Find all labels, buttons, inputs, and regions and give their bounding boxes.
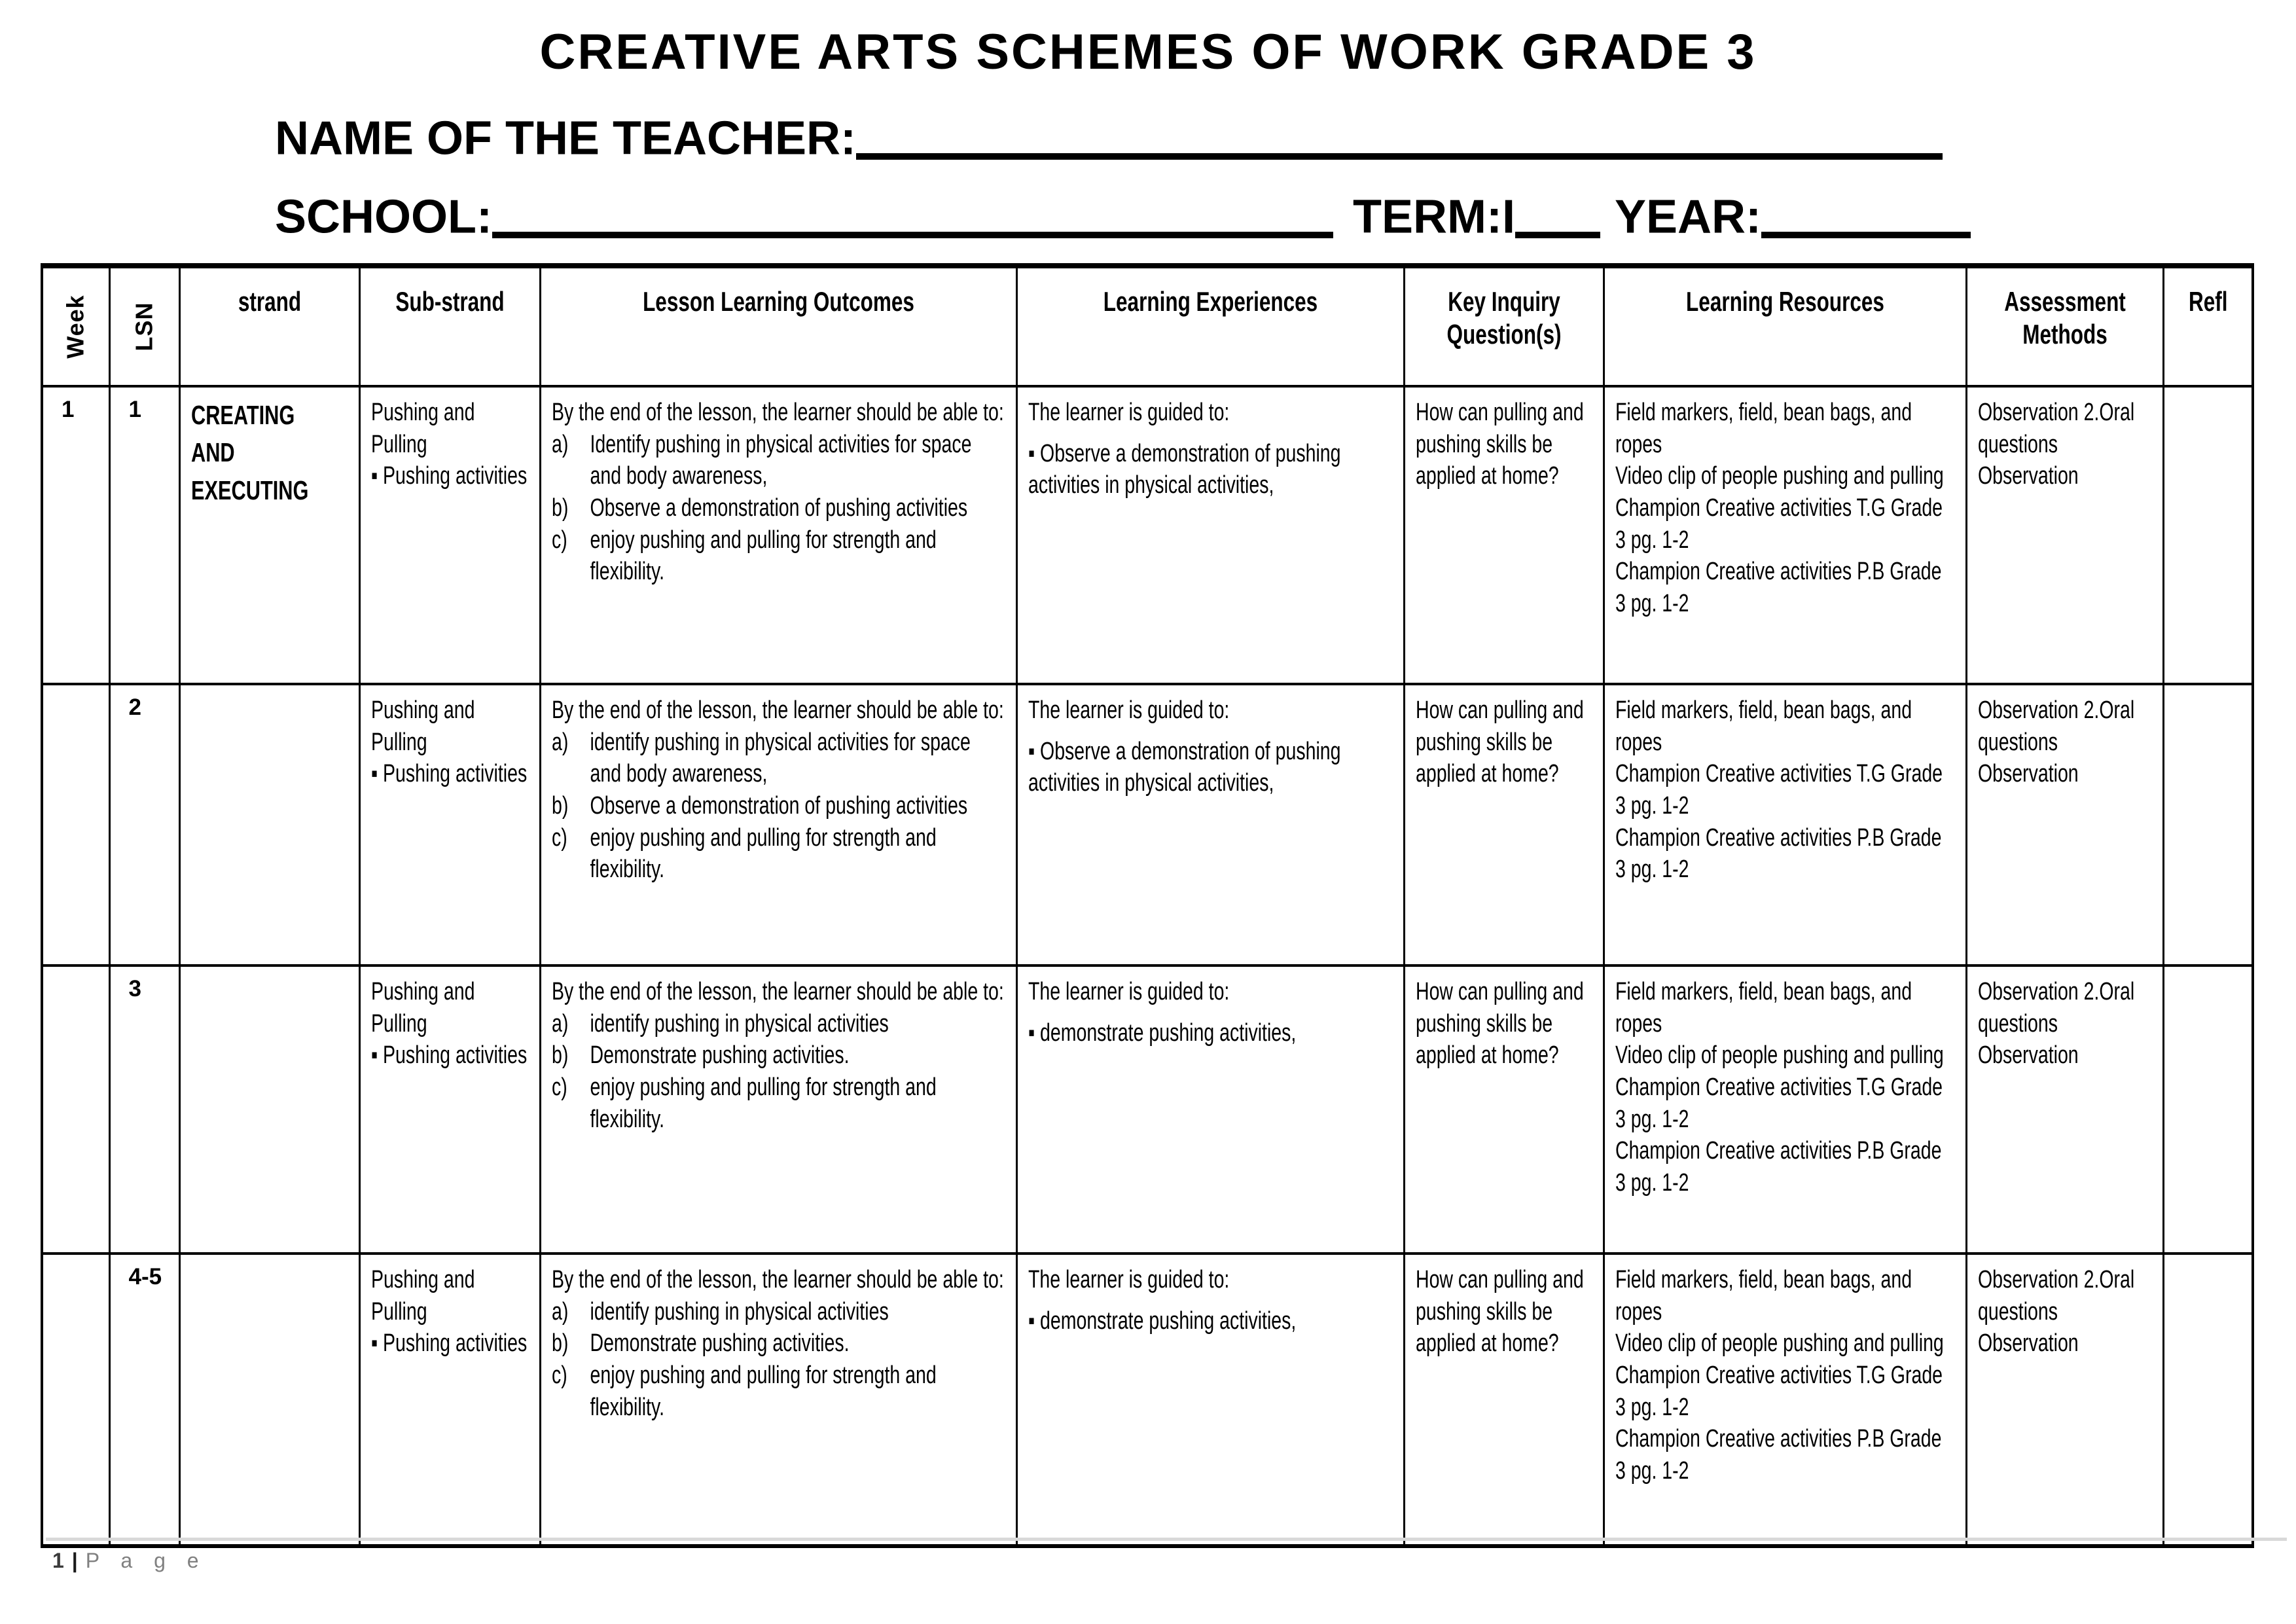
experience-item: ▪ demonstrate pushing activities, [1028, 1305, 1393, 1337]
col-header-week: Week [42, 266, 109, 386]
resource-item: Champion Creative activities T.G Grade 3 pg. 1-2 [1615, 494, 1943, 554]
experiences-cell [1016, 386, 1404, 684]
schemes-of-work-table [41, 263, 2254, 1548]
resource-item: Field markers, field, bean bags, and ropes [1615, 1266, 1912, 1326]
col-header-strand: strand [179, 266, 359, 386]
outcome-item: a) Identify pushing in physical activities for space and body awareness, [551, 430, 971, 490]
experiences-intro: The learner is guided to: [1028, 978, 1229, 1005]
outcome-item: b) Observe a demonstration of pushing activities [551, 791, 967, 820]
term-value: I [1501, 190, 1515, 244]
resources-cell [1604, 965, 1966, 1254]
outcomes-intro: By the end of the lesson, the learner should be able to: [551, 696, 1004, 724]
assessment-cell [1966, 684, 2163, 965]
assessment-cell [1966, 965, 2163, 1254]
page-number: 1 [52, 1549, 64, 1572]
resources-cell [1604, 386, 1966, 684]
outcome-item: c) enjoy pushing and pulling for strength and flexibility. [551, 823, 937, 884]
experience-item: ▪ Observe a demonstration of pushing activities in physical activities, [1028, 438, 1393, 501]
col-header-resources: Learning Resources [1604, 266, 1966, 386]
resource-item: Field markers, field, bean bags, and ropes [1615, 399, 1912, 458]
term-label: TERM: [1352, 190, 1502, 244]
refl-cell [2163, 1254, 2253, 1546]
substrand-item: ▪ Pushing activities [371, 1327, 529, 1360]
assessment-line: Observation 2.Oral [1977, 1266, 2134, 1293]
assessment-line: questions [1977, 728, 2058, 756]
outcomes-cell [540, 965, 1016, 1254]
resource-item: Field markers, field, bean bags, and ropes [1615, 696, 1912, 756]
lsn-cell: 1 [109, 386, 179, 684]
year-label: YEAR: [1614, 190, 1761, 244]
resource-item: Champion Creative activities P.B Grade 3 pg. 1-2 [1615, 1137, 1941, 1197]
experience-item: ▪ demonstrate pushing activities, [1028, 1017, 1393, 1049]
resource-item: Video clip of people pushing and pulling [1615, 1329, 1944, 1358]
substrand-title: Pushing and Pulling [370, 1266, 475, 1326]
experience-item: ▪ Observe a demonstration of pushing activities in physical activities, [1028, 736, 1393, 799]
teacher-name-blank [856, 115, 1943, 160]
experiences-intro: The learner is guided to: [1028, 399, 1229, 426]
experiences-cell [1016, 1254, 1404, 1546]
experiences-cell [1016, 965, 1404, 1254]
outcome-item: c) enjoy pushing and pulling for strength and flexibility. [551, 1073, 937, 1133]
resource-item: Champion Creative activities T.G Grade 3 pg. 1-2 [1615, 1073, 1943, 1133]
resource-item: Champion Creative activities P.B Grade 3 pg. 1-2 [1615, 1425, 1941, 1485]
table-row [42, 684, 2253, 965]
col-header-assessment: Assessment Methods [1966, 266, 2163, 386]
teacher-name-line [275, 110, 1943, 166]
substrand-title: Pushing and Pulling [370, 978, 475, 1038]
col-header-lsn: LSN [109, 266, 179, 386]
outcome-item: c) enjoy pushing and pulling for strength and flexibility. [551, 1361, 937, 1421]
square-bullet-icon: ▪ [370, 462, 378, 490]
substrand-item: ▪ Pushing activities [371, 460, 529, 492]
term-blank [1515, 194, 1600, 238]
square-bullet-icon: ▪ [1028, 439, 1035, 467]
footer-divider [46, 1538, 2287, 1541]
square-bullet-icon: ▪ [370, 1329, 378, 1358]
resource-item: Champion Creative activities P.B Grade 3 pg. 1-2 [1615, 558, 1941, 617]
teacher-label: NAME OF THE TEACHER: [275, 112, 856, 165]
resource-item: Champion Creative activities T.G Grade 3 pg. 1-2 [1615, 1361, 1943, 1421]
outcomes-intro: By the end of the lesson, the learner should be able to: [551, 978, 1004, 1005]
resource-item: Champion Creative activities P.B Grade 3 pg. 1-2 [1615, 823, 1941, 884]
square-bullet-icon: ▪ [1028, 737, 1035, 765]
strand-cell [179, 965, 359, 1254]
strand-cell: CREATING AND EXECUTING [179, 386, 359, 684]
outcome-item: c) enjoy pushing and pulling for strength and flexibility. [551, 526, 937, 586]
experiences-cell [1016, 684, 1404, 965]
page-title: CREATIVE ARTS SCHEMES OF WORK GRADE 3 [539, 24, 1757, 80]
substrand-cell [359, 1254, 540, 1546]
resource-item: Field markers, field, bean bags, and ropes [1615, 978, 1912, 1038]
square-bullet-icon: ▪ [370, 760, 378, 788]
week-cell [42, 1254, 109, 1546]
year-blank [1761, 194, 1971, 238]
substrand-item: ▪ Pushing activities [371, 1039, 529, 1072]
assessment-line: Observation 2.Oral [1977, 399, 2134, 426]
lsn-cell: 4-5 [109, 1254, 179, 1546]
assessment-line: questions [1977, 430, 2058, 458]
col-header-refl: Refl [2163, 266, 2253, 386]
outcomes-intro: By the end of the lesson, the learner should be able to: [551, 1266, 1004, 1293]
inquiry-cell: How can pulling and pushing skills be applied at home? [1404, 684, 1604, 965]
experiences-intro: The learner is guided to: [1028, 696, 1229, 724]
outcomes-cell [540, 1254, 1016, 1546]
col-header-substrand: Sub-strand [359, 266, 540, 386]
resource-item: Video clip of people pushing and pulling [1615, 462, 1944, 490]
assessment-line: Observation 2.Oral [1977, 978, 2134, 1005]
assessment-cell [1966, 386, 2163, 684]
outcomes-cell [540, 386, 1016, 684]
table-row [42, 386, 2253, 684]
resources-cell [1604, 1254, 1966, 1546]
outcome-item: a) identify pushing in physical activities [551, 1297, 889, 1326]
table-row [42, 1254, 2253, 1546]
substrand-item: ▪ Pushing activities [371, 758, 529, 790]
assessment-line: questions [1977, 1297, 2058, 1326]
substrand-cell [359, 965, 540, 1254]
col-header-outcomes: Lesson Learning Outcomes [540, 266, 1016, 386]
strand-cell [179, 684, 359, 965]
refl-cell [2163, 386, 2253, 684]
refl-cell [2163, 965, 2253, 1254]
outcome-item: b) Observe a demonstration of pushing activities [551, 494, 967, 522]
assessment-line: Observation [1977, 462, 2079, 490]
refl-cell [2163, 684, 2253, 965]
assessment-line: Observation [1977, 1041, 2079, 1070]
school-term-year-line [275, 189, 1971, 244]
outcome-item: b) Demonstrate pushing activities. [551, 1329, 850, 1358]
square-bullet-icon: ▪ [1028, 1307, 1035, 1335]
outcome-item: b) Demonstrate pushing activities. [551, 1041, 850, 1070]
assessment-cell [1966, 1254, 2163, 1546]
assessment-line: Observation 2.Oral [1977, 696, 2134, 724]
experiences-intro: The learner is guided to: [1028, 1266, 1229, 1293]
outcomes-intro: By the end of the lesson, the learner should be able to: [551, 399, 1004, 426]
week-cell [42, 965, 109, 1254]
lsn-cell: 3 [109, 965, 179, 1254]
inquiry-cell: How can pulling and pushing skills be applied at home? [1404, 965, 1604, 1254]
week-cell [42, 684, 109, 965]
outcome-item: a) identify pushing in physical activities for space and body awareness, [551, 728, 971, 788]
school-name-blank [492, 194, 1333, 238]
resource-item: Video clip of people pushing and pulling [1615, 1041, 1944, 1070]
square-bullet-icon: ▪ [1028, 1019, 1035, 1047]
substrand-title: Pushing and Pulling [370, 696, 475, 756]
substrand-cell [359, 684, 540, 965]
week-cell: 1 [42, 386, 109, 684]
assessment-line: Observation [1977, 1329, 2079, 1358]
substrand-title: Pushing and Pulling [370, 399, 475, 458]
outcome-item: a) identify pushing in physical activities [551, 1009, 889, 1038]
substrand-cell [359, 386, 540, 684]
square-bullet-icon: ▪ [370, 1041, 378, 1070]
page-footer [52, 1549, 207, 1573]
footer-page-word: P a g e [85, 1549, 207, 1572]
table-row [42, 965, 2253, 1254]
footer-separator: | [71, 1549, 78, 1572]
inquiry-cell: How can pulling and pushing skills be applied at home? [1404, 386, 1604, 684]
header-row [42, 266, 2253, 386]
resource-item: Champion Creative activities T.G Grade 3 pg. 1-2 [1615, 760, 1943, 820]
strand-cell [179, 1254, 359, 1546]
school-label: SCHOOL: [275, 190, 492, 244]
lsn-cell: 2 [109, 684, 179, 965]
resources-cell [1604, 684, 1966, 965]
assessment-line: Observation [1977, 760, 2079, 788]
col-header-inquiry: Key Inquiry Question(s) [1404, 266, 1604, 386]
assessment-line: questions [1977, 1009, 2058, 1038]
inquiry-cell: How can pulling and pushing skills be applied at home? [1404, 1254, 1604, 1546]
col-header-experiences: Learning Experiences [1016, 266, 1404, 386]
outcomes-cell [540, 684, 1016, 965]
